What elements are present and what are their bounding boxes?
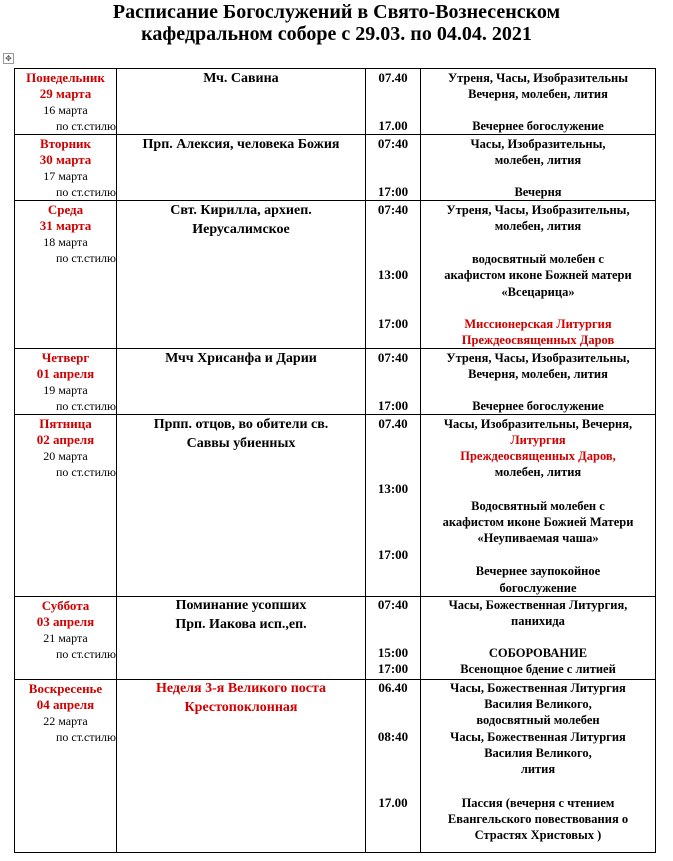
- service-time: 17:00: [377, 184, 409, 199]
- old-style-date: 20 марта: [43, 449, 88, 463]
- service-line: Утреня, Часы, Изобразительны,: [446, 203, 630, 217]
- day-date: 02 апреля: [36, 432, 95, 447]
- service-line: Утреня, Часы, Изобразительны: [447, 71, 629, 85]
- service-line: Вечернее богослужение: [472, 119, 604, 133]
- saint-commemoration: Свт. Кирилла, архиеп.: [170, 203, 312, 218]
- saint-commemoration: Саввы убиенных: [186, 436, 296, 451]
- saint-commemoration: Мч. Савина: [203, 71, 279, 86]
- day-name: Суббота: [41, 598, 90, 613]
- day-name: Понедельник: [26, 70, 105, 85]
- service-line: молебен, лития: [494, 153, 582, 167]
- service-line-highlighted: Литургия: [510, 433, 566, 447]
- service-line: Часы, Божественная Литургия: [450, 730, 626, 744]
- saint-commemoration: Иерусалимское: [192, 222, 290, 237]
- service-time: 06.40: [378, 680, 408, 695]
- service-time: 17.00: [378, 795, 408, 810]
- service-time: 07:40: [377, 350, 409, 365]
- service-line: панихида: [511, 614, 565, 628]
- service-time: 17:00: [377, 398, 409, 413]
- old-style-label: по ст.стилю: [55, 251, 116, 265]
- service-line: Водосвятный молебен с: [471, 499, 605, 513]
- service-time: 15:00: [377, 645, 409, 660]
- service-line: Василия Великого,: [484, 746, 592, 760]
- service-line: молебен, лития: [494, 465, 582, 479]
- page-title-line-1: Расписание Богослужений в Свято-Вознесенском: [112, 1, 561, 23]
- day-date: 01 апреля: [36, 366, 95, 381]
- day-name: Четверг: [41, 350, 90, 365]
- service-time: 17:00: [377, 316, 409, 331]
- service-line: водосвятный молебен с: [472, 252, 604, 266]
- service-line: Всенощное бдение с литией: [460, 662, 616, 676]
- service-time: 07.40: [378, 416, 408, 431]
- old-style-date: 22 марта: [43, 714, 88, 728]
- service-line-highlighted: Преждеосвященных Даров: [461, 333, 615, 347]
- old-style-label: по ст.стилю: [55, 119, 116, 133]
- service-time: 07:40: [377, 597, 409, 612]
- service-line: богослужение: [499, 581, 577, 595]
- day-name: Пятница: [39, 416, 92, 431]
- service-time: 08:40: [377, 729, 409, 744]
- service-time: 17:00: [377, 661, 409, 676]
- service-time: 13:00: [377, 267, 409, 282]
- old-style-label: по ст.стилю: [55, 185, 116, 199]
- old-style-date: 21 марта: [43, 631, 88, 645]
- day-date: 29 марта: [39, 86, 92, 101]
- service-line: СОБОРОВАНИЕ: [488, 646, 588, 660]
- service-line: Страстях Христовых ): [474, 828, 602, 842]
- old-style-date: 16 марта: [43, 103, 88, 117]
- saint-commemoration: Прп. Иакова исп.,еп.: [175, 617, 307, 632]
- service-line: Василия Великого,: [484, 697, 592, 711]
- saint-commemoration-highlighted: Неделя 3-я Великого поста: [155, 681, 327, 696]
- old-style-label: по ст.стилю: [55, 465, 116, 479]
- saint-commemoration-highlighted: Крестопоклонная: [184, 700, 298, 715]
- service-time: 07:40: [377, 202, 409, 217]
- service-line: Вечерня: [514, 185, 562, 199]
- service-time: 07.40: [378, 70, 408, 85]
- service-line-highlighted: Миссионерская Литургия: [464, 317, 612, 331]
- day-name: Среда: [47, 202, 84, 217]
- service-line: Вечернее богослужение: [472, 399, 604, 413]
- old-style-label: по ст.стилю: [55, 399, 116, 413]
- service-line: «Неупиваемая чаша»: [477, 531, 599, 545]
- saint-commemoration: Поминание усопших: [175, 598, 307, 613]
- page-title-line-2: кафедральном соборе с 29.03. по 04.04. 2021: [141, 23, 532, 45]
- day-date: 04 апреля: [36, 697, 95, 712]
- old-style-date: 18 марта: [43, 235, 88, 249]
- old-style-date: 17 марта: [43, 169, 88, 183]
- saint-commemoration: Прп. Алексия, человека Божия: [142, 137, 340, 152]
- saint-commemoration: Прпп. отцов, во обители св.: [153, 417, 329, 432]
- service-time: 07:40: [377, 136, 409, 151]
- service-line: «Всецарица»: [501, 285, 575, 299]
- service-line: лития: [520, 762, 556, 776]
- service-time: 17.00: [378, 118, 408, 133]
- old-style-date: 19 марта: [43, 383, 88, 397]
- service-line: Вечернее заупокойное: [475, 564, 601, 578]
- service-time: 13:00: [377, 481, 409, 496]
- service-line: Утреня, Часы, Изобразительны,: [446, 351, 630, 365]
- service-line: Часы, Божественная Литургия,: [448, 598, 628, 612]
- day-date: 30 марта: [39, 152, 92, 167]
- service-line-highlighted: Преждеосвященных Даров,: [460, 449, 616, 463]
- service-line: акафистом иконе Божией Матери: [442, 515, 634, 529]
- service-line: Вечерня, молебен, лития: [468, 367, 608, 381]
- service-line: Евангельского повествования о: [447, 812, 629, 826]
- service-line: Вечерня, молебен, лития: [468, 87, 608, 101]
- service-line: акафистом иконе Божней матери: [444, 268, 632, 282]
- service-line: Пассия (вечерня с чтением: [461, 796, 615, 810]
- service-line: водосвятный молебен: [476, 713, 600, 727]
- service-time: 17:00: [377, 547, 409, 562]
- move-icon[interactable]: ✥: [3, 53, 14, 64]
- old-style-label: по ст.стилю: [55, 647, 116, 661]
- service-line: Часы, Божественная Литургия: [450, 681, 626, 695]
- day-name: Вторник: [39, 136, 92, 151]
- saint-commemoration: Мчч Хрисанфа и Дарии: [165, 351, 317, 366]
- day-date: 31 марта: [39, 218, 92, 233]
- day-date: 03 апреля: [36, 614, 95, 629]
- old-style-label: по ст.стилю: [55, 730, 116, 744]
- service-line: молебен, лития: [494, 219, 582, 233]
- day-name: Воскресенье: [28, 681, 103, 696]
- service-line: Часы, Изобразительны,: [470, 137, 606, 151]
- service-line: Часы, Изобразительны, Вечерня,: [443, 417, 633, 431]
